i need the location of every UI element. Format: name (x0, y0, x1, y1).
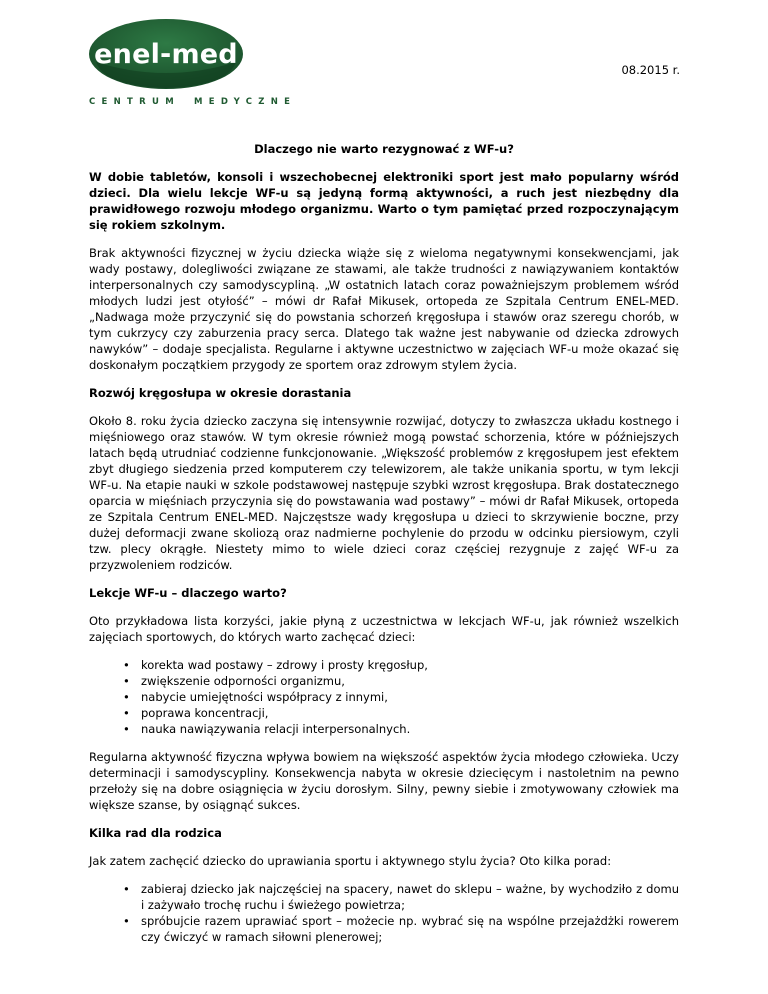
list-item: • korekta wad postawy – zdrowy i prosty kręgosłup, (123, 658, 428, 672)
list-item: • nauka nawiązywania relacji interpersonalnych. (123, 722, 411, 736)
section-heading-parent-tips: Kilka rad dla rodzica (89, 826, 222, 840)
logo-text: enel-med (94, 38, 238, 70)
paragraph-3: Oto przykładowa lista korzyści, jakie płyną z uczestnictwa w lekcjach WF-u, jak również wszelkich zajęciach sportowych, do których warto zachęcać dzieci: (89, 614, 679, 644)
bullet-icon: • (123, 882, 130, 896)
tagline-word-1: CENTRUM (89, 97, 180, 107)
bullet-icon: • (123, 658, 130, 672)
list-item: • zabieraj dziecko jak najczęściej na spacery, nawet do sklepu – ważne, by wychodziło z domu i zażywało trochę ruchu i świeżego powietrza; (123, 882, 679, 912)
list-item: • nabycie umiejętności współpracy z innymi, (123, 690, 388, 704)
bullet-icon: • (123, 690, 130, 704)
tagline-word-2: MEDYCZNE (193, 97, 297, 107)
benefits-list (89, 657, 679, 737)
paragraph-1: Brak aktywności fizycznej w życiu dziecka wiąże się z wieloma negatywnymi konsekwencjami, jak wady postawy, dolegliwości związane ze stawami, ale także trudności z nawiązywaniem kontaktów interpersonalnych czy samodyscypliną. „W ostatnich latach coraz poważniejszym problemem wśród młodych ludzi jest otyłość” – mówi dr Rafał Mikusek, ortopeda ze Szpitala Centrum ENEL-MED. „Nadwaga może przyczynić się do powstania schorzeń kręgosłupa i stawów oraz szeregu chorób, w tym cukrzycy czy zaburzenia pracy serca. Dlatego tak ważne jest nabywanie od dziecka zdrowych nawyków” – dodaje specjalista. Regularne i aktywne uczestnictwo w zajęciach WF-u może okazać się doskonałym początkiem przygody ze sportem oraz zdrowym stylem życia. (89, 246, 679, 372)
logo-tagline (89, 97, 296, 107)
bullet-icon: • (123, 914, 130, 928)
tips-list (89, 881, 679, 945)
paragraph-5: Jak zatem zachęcić dziecko do uprawiania sportu i aktywnego stylu życia? Oto kilka porad: (89, 854, 612, 868)
section-heading-spine: Rozwój kręgosłupa w okresie dorastania (89, 386, 352, 400)
article-title: Dlaczego nie warto rezygnować z WF-u? (254, 142, 514, 156)
section-heading-pe-lessons: Lekcje WF-u – dlaczego warto? (89, 586, 287, 600)
article-body (89, 141, 679, 957)
paragraph-4: Regularna aktywność fizyczna wpływa bowiem na większość aspektów życia młodego człowieka. Uczy determinacji i samodyscypliny. Konsekwencja nabyta w okresie dziecięcym i nastoletnim na pewno przełoży się na dobre osiągnięcia w życiu dorosłym. Silny, pewny siebie i zmotywowany człowiek ma większe szanse, by osiągnąć sukces. (89, 750, 679, 812)
list-item: • spróbujcie razem uprawiać sport – możecie np. wybrać się na wspólne przejażdżki rowerem czy ćwiczyć w ramach siłowni plenerowej; (123, 914, 679, 944)
bullet-icon: • (123, 674, 130, 688)
list-item: • poprawa koncentracji, (123, 706, 269, 720)
article-lead: W dobie tabletów, konsoli i wszechobecnej elektroniki sport jest mało popularny wśród dzieci. Dla wielu lekcje WF-u są jedyną formą aktywności, a ruch jest niezbędny dla prawidłowego rozwoju młodego organizmu. Warto o tym pamiętać przed rozpoczynającym się rokiem szkolnym. (89, 170, 679, 232)
bullet-icon: • (123, 722, 130, 736)
enel-med-logo (88, 18, 244, 90)
paragraph-2: Około 8. roku życia dziecko zaczyna się intensywnie rozwijać, dotyczy to zwłaszcza układu kostnego i mięśniowego oraz stawów. W tym okresie również mogą powstać schorzenia, które w późniejszych latach będą utrudniać codzienne funkcjonowanie. „Większość problemów z kręgosłupem jest efektem zbyt długiego siedzenia przed komputerem czy telewizorem, ale także unikania sportu, w tym lekcji WF-u. Na etapie nauki w szkole podstawowej następuje szybki wzrost kręgosłupa. Brak dostatecznego oparcia w mięśniach przyczynia się do powstawania wad postawy” – mówi dr Rafał Mikusek, ortopeda ze Szpitala Centrum ENEL-MED. Najczęstsze wady kręgosłupa u dzieci to skrzywienie boczne, przy dużej deformacji zwane skoliozą oraz nadmierne pochylenie do przodu w odcinku piersiowym, czyli tzw. plecy okrągłe. Niestety mimo to wiele dzieci coraz częściej rezygnuje z zajęć WF-u za przyzwoleniem rodziców. (89, 414, 679, 572)
list-item: • zwiększenie odporności organizmu, (123, 674, 345, 688)
bullet-icon: • (123, 706, 130, 720)
document-date: 08.2015 r. (621, 63, 680, 77)
